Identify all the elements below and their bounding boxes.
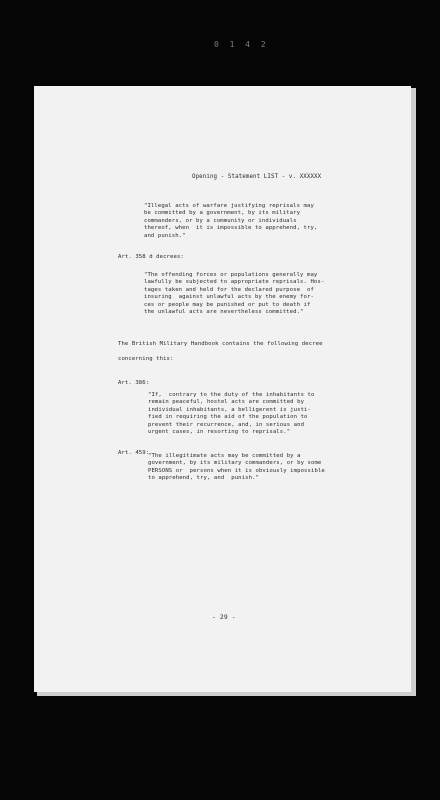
quote-inhabitants-duty: "If, contrary to the duty of the inhabitants to remain peaceful, hostel acts are committed by individual inhabitants, a belligerent is justi- fied in requiring the aid of the population to prevent their recurrence, and, in serious and urgent cases, in resorting to reprisals." xyxy=(148,392,315,436)
intro-paragraph: The British Military Handbook contains the following decree xyxy=(118,341,323,347)
article-label-358: Art. 358 d decrees: xyxy=(118,254,184,260)
article-label-386: Art. 386: xyxy=(118,380,150,386)
article-label-459: Art. 459: xyxy=(118,450,150,456)
quote-illegitimate-acts: "The illegitimate acts may be committed by a government, by its military commanders, or by some PERSONS or persons when it is obviously impossible to apprehend, try, and punish." xyxy=(148,453,325,482)
quote-illegal-acts: "Illegal acts of warfare justifying reprisals may be committed by a government, by its military commanders, or by a community or individuals thereof, when it is impossible to apprehend, try, and punish." xyxy=(144,203,318,239)
page-header: Opening - Statement LIST - v. XXXXXX xyxy=(192,174,322,180)
intro-paragraph-continuation: concerning this: xyxy=(118,356,174,362)
page-number: - 29 - xyxy=(212,613,236,621)
quote-offending-forces: "The offending forces or populations generally may lawfully be subjected to appropriate reprisals. Hos- tages taken and held for the declared purpose of insuring against unlawful acts by the enemy for- ces or people may be punished or put to death if the unlawful acts are nevertheless committed." xyxy=(144,272,325,316)
document-page xyxy=(34,86,411,692)
frame-stamp-number: 0 1 4 2 xyxy=(214,40,269,49)
